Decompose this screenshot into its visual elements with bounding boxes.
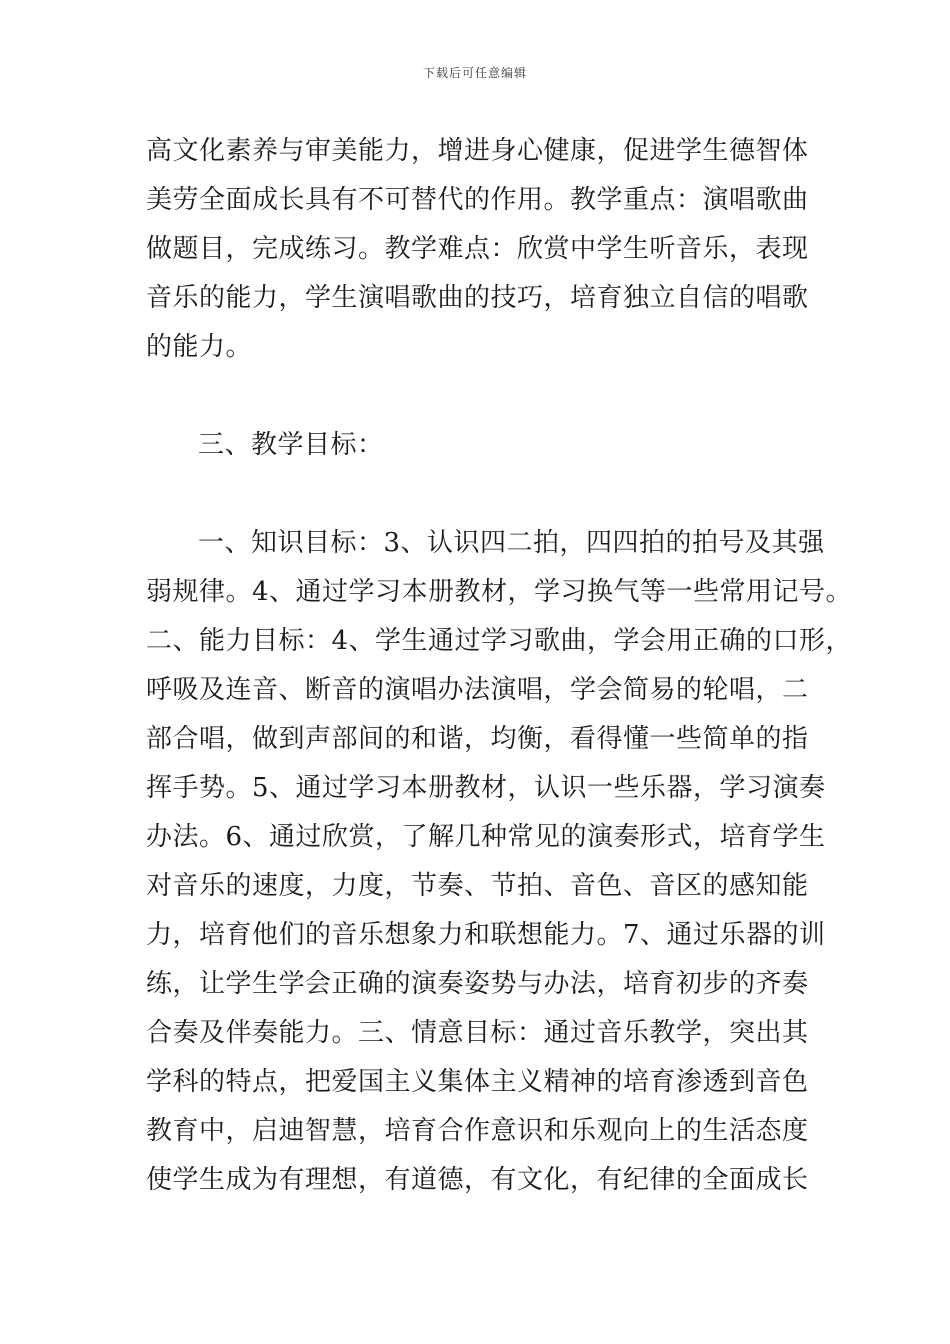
text-line: 音乐的能力，学生演唱歌曲的技巧，培育独立自信的唱歌	[146, 283, 809, 313]
text-line: 的能力。	[146, 332, 253, 362]
text-line: 美劳全面成长具有不可替代的作用。教学重点：演唱歌曲	[146, 185, 809, 215]
text-line: 合奏及伴奏能力。三、情意目标：通过音乐教学，突出其	[146, 1018, 809, 1048]
text-line: 做题目，完成练习。教学难点：欣赏中学生听音乐，表现	[146, 234, 809, 264]
text-line: 二、能力目标：4、学生通过学习歌曲，学会用正确的口形，	[146, 626, 853, 656]
text-line: 学科的特点，把爱国主义集体主义精神的培育渗透到音色	[146, 1067, 809, 1097]
text-line: 力，培育他们的音乐想象力和联想能力。7、通过乐器的训	[146, 920, 826, 950]
text-line: 对音乐的速度，力度，节奏、节拍、音色、音区的感知能	[146, 871, 809, 901]
text-line: 使学生成为有理想，有道德，有文化，有纪律的全面成长	[146, 1165, 809, 1195]
text-line: 教育中，启迪智慧，培育合作意识和乐观向上的生活态度	[146, 1116, 809, 1146]
text-line: 高文化素养与审美能力，增进身心健康，促进学生德智体	[146, 136, 809, 166]
paragraph-2	[146, 519, 853, 1205]
paragraph-spacer	[146, 470, 826, 519]
paragraph-spacer	[146, 372, 826, 421]
text-line: 部合唱，做到声部间的和谐，均衡，看得懂一些简单的指	[146, 724, 809, 754]
text-line: 办法。6、通过欣赏，了解几种常见的演奏形式，培育学生	[146, 822, 826, 852]
text-line: 练，让学生学会正确的演奏姿势与办法，培育初步的齐奏	[146, 969, 809, 999]
text-line: 弱规律。4、通过学习本册教材，学习换气等一些常用记号。	[146, 577, 853, 607]
document-body	[146, 127, 853, 1205]
paragraph-1	[146, 127, 826, 372]
text-line: 呼吸及连音、断音的演唱办法演唱，学会简易的轮唱，二	[146, 675, 809, 705]
page-header: 下载后可任意编辑	[422, 66, 527, 80]
section-heading: 三、教学目标：	[198, 430, 384, 460]
text-line: 挥手势。5、通过学习本册教材，认识一些乐器，学习演奏	[146, 773, 826, 803]
text-line: 一、知识目标：3、认识四二拍，四四拍的拍号及其强	[198, 528, 825, 558]
